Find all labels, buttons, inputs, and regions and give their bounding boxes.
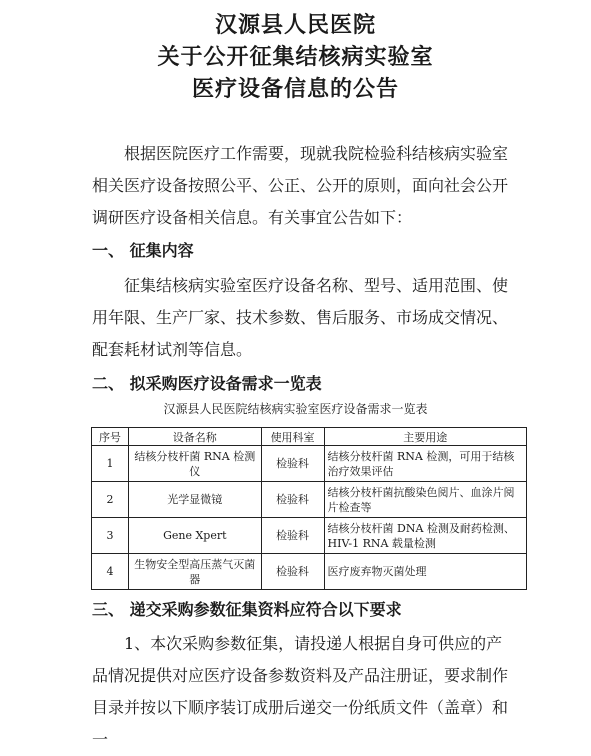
cell-dept: 检验科 (261, 482, 324, 518)
cell-name: Gene Xpert (128, 518, 261, 554)
section2-heading: 二、 拟采购医疗设备需求一览表 (92, 374, 322, 393)
col-header-use: 主要用途 (324, 428, 527, 446)
cell-name: 结核分枝杆菌 RNA 检测仪 (128, 446, 261, 482)
cell-name: 生物安全型高压蒸气灭菌器 (128, 554, 261, 590)
notice-title-line3: 医疗设备信息的公告 (191, 77, 399, 102)
table-row (92, 446, 527, 482)
cell-use: 医疗废弃物灭菌处理 (324, 554, 527, 590)
table-row (92, 554, 527, 590)
section3-heading: 三、 递交采购参数征集资料应符合以下要求 (92, 600, 402, 619)
cell-no: 2 (92, 482, 129, 518)
table-row (92, 482, 527, 518)
cell-no: 1 (92, 446, 129, 482)
table-caption: 汉源县人民医院结核病实验室医疗设备需求一览表 (163, 402, 428, 416)
table-row (92, 518, 527, 554)
section1-heading: 一、 征集内容 (92, 241, 194, 260)
notice-title-line2: 关于公开征集结核病实验室 (157, 45, 434, 70)
table-header-row (92, 428, 527, 446)
cell-use: 结核分枝杆菌 RNA 检测，可用于结核治疗效果评估 (324, 446, 527, 482)
cell-no: 4 (92, 554, 129, 590)
cell-use: 结核分枝杆菌 DNA 检测及耐药检测、HIV-1 RNA 载量检测 (324, 518, 527, 554)
equipment-table (91, 427, 527, 590)
cell-use: 结核分枝杆菌抗酸染色阅片、血涂片阅片检查等 (324, 482, 527, 518)
cell-no: 3 (92, 518, 129, 554)
hospital-name: 汉源县人民医院 (214, 13, 376, 38)
cell-dept: 检验科 (261, 518, 324, 554)
cell-name: 光学显微镜 (128, 482, 261, 518)
col-header-name: 设备名称 (128, 428, 261, 446)
section3-body: 1、本次采购参数征集，请投递人根据自身可供应的产品情况提供对应医疗设备参数资料及产品注册证，要求制作目录并按以下顺序装订成册后递交一份纸质文件（盖章）和一 (92, 634, 509, 749)
col-header-dept: 使用科室 (261, 428, 324, 446)
cell-dept: 检验科 (261, 554, 324, 590)
intro-paragraph: 根据医院医疗工作需要，现就我院检验科结核病实验室相关医疗设备按照公平、公正、公开的原则，面向社会公开调研医疗设备相关信息。有关事宜公告如下： (92, 144, 509, 227)
section1-body: 征集结核病实验室医疗设备名称、型号、适用范围、使用年限、生产厂家、技术参数、售后服务、市场成交情况、配套耗材试剂等信息。 (92, 276, 509, 359)
col-header-no: 序号 (92, 428, 129, 446)
cell-dept: 检验科 (261, 446, 324, 482)
